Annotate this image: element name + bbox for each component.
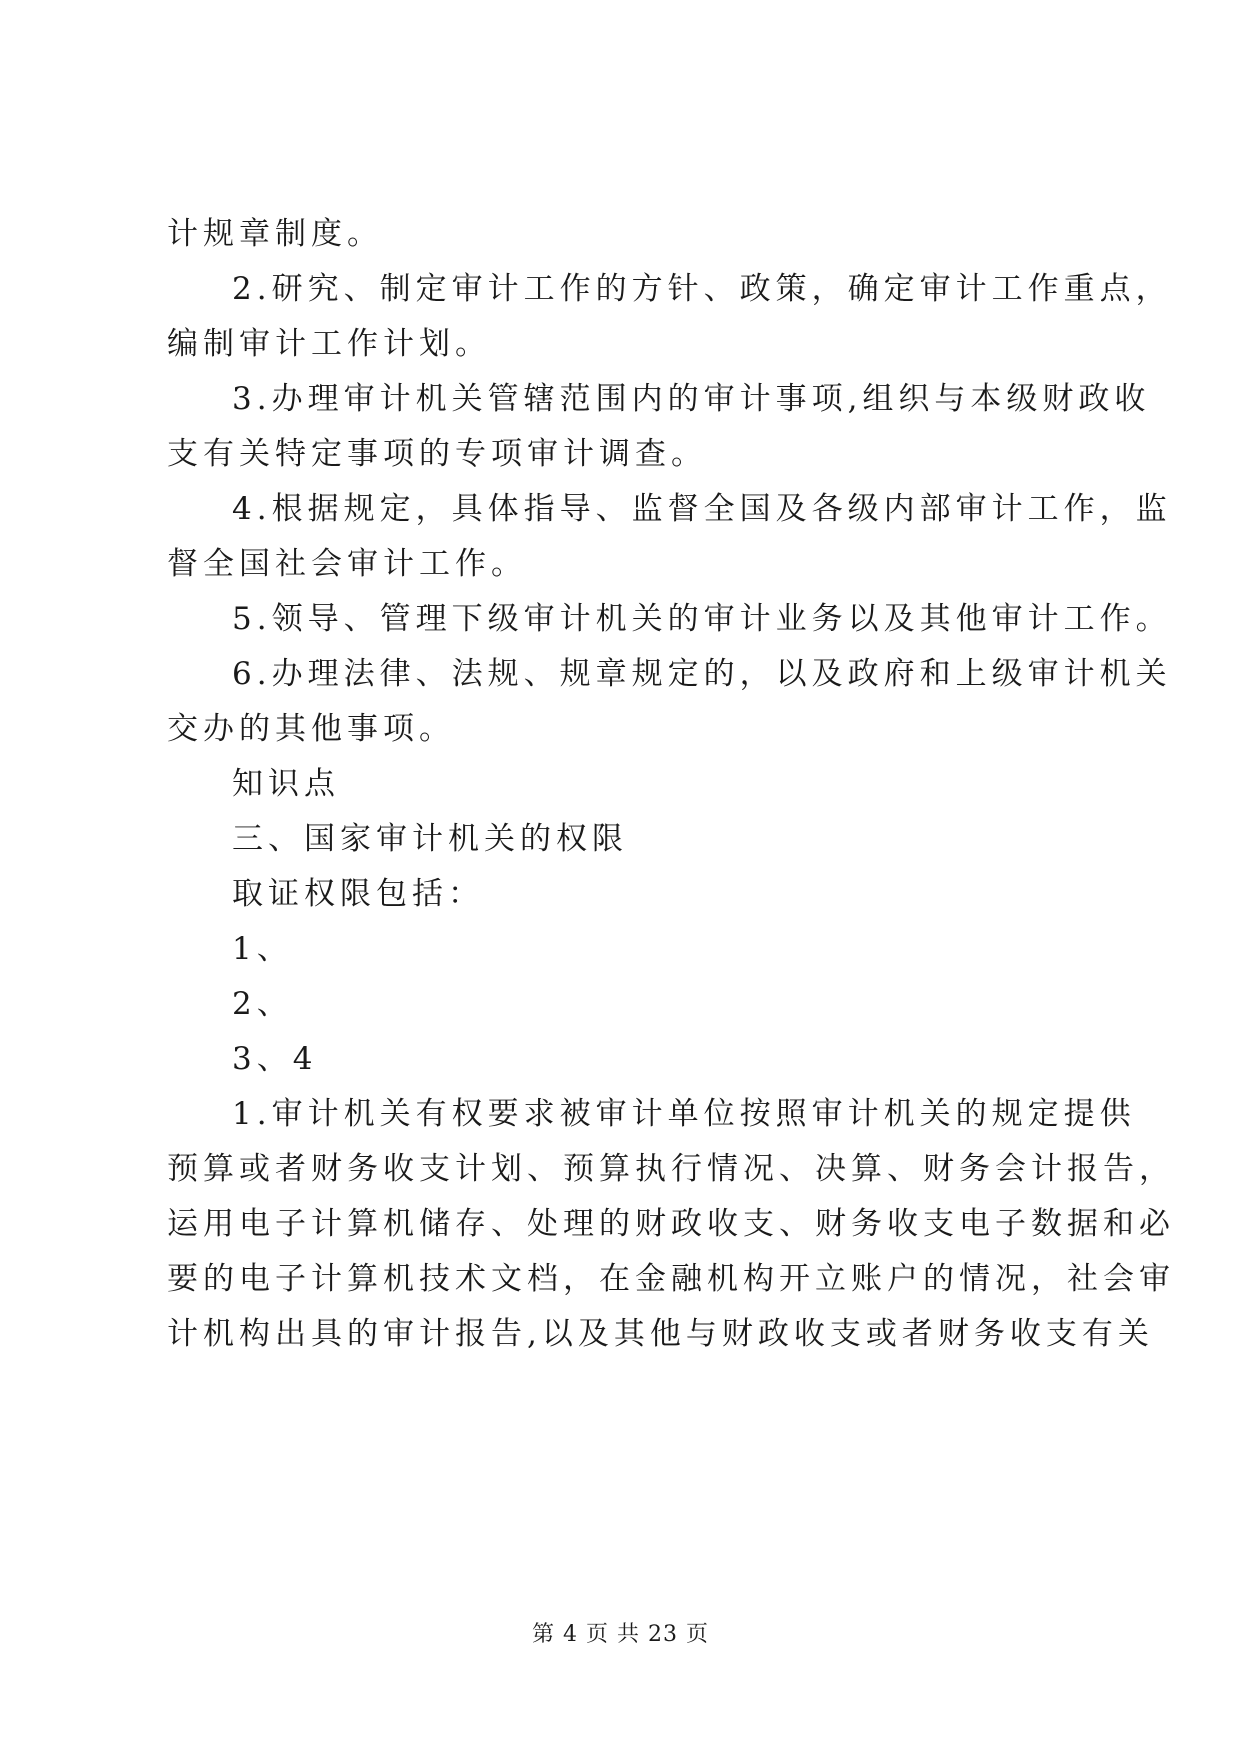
paragraph-line: 交办的其他事项。 [167, 711, 455, 747]
paragraph-line: 运用电子计算机储存、处理的财政收支、财务收支电子数据和必 [167, 1206, 1175, 1242]
paragraph-line: 支有关特定事项的专项审计调查。 [167, 436, 707, 472]
paragraph-line: 6.办理法律、法规、规章规定的，以及政府和上级审计机关 [232, 656, 1172, 692]
paragraph-line: 编制审计工作计划。 [167, 326, 491, 362]
paragraph-line: 1.审计机关有权要求被审计单位按照审计机关的规定提供 [232, 1096, 1136, 1132]
paragraph-line: 计机构出具的审计报告,以及其他与财政收支或者财务收支有关 [167, 1316, 1154, 1352]
paragraph-line: 2.研究、制定审计工作的方针、政策，确定审计工作重点， [232, 271, 1172, 307]
page-number-footer: 第 4 页 共 23 页 [532, 1622, 709, 1647]
list-item: 3、4 [232, 1041, 318, 1077]
paragraph-line: 计规章制度。 [167, 216, 383, 252]
section-label: 知识点 [232, 766, 340, 802]
list-item: 2、 [232, 986, 293, 1022]
paragraph-line: 预算或者财务收支计划、预算执行情况、决算、财务会计报告， [167, 1151, 1175, 1187]
paragraph-line: 取证权限包括： [232, 876, 484, 912]
paragraph-line: 5.领导、管理下级审计机关的审计业务以及其他审计工作。 [232, 601, 1172, 637]
paragraph-line: 3.办理审计机关管辖范围内的审计事项,组织与本级财政收 [232, 381, 1151, 417]
paragraph-line: 要的电子计算机技术文档，在金融机构开立账户的情况，社会审 [167, 1261, 1175, 1297]
paragraph-line: 4.根据规定，具体指导、监督全国及各级内部审计工作，监 [232, 491, 1172, 527]
section-heading: 三、国家审计机关的权限 [232, 821, 628, 857]
paragraph-line: 督全国社会审计工作。 [167, 546, 527, 582]
list-item: 1、 [232, 931, 293, 967]
